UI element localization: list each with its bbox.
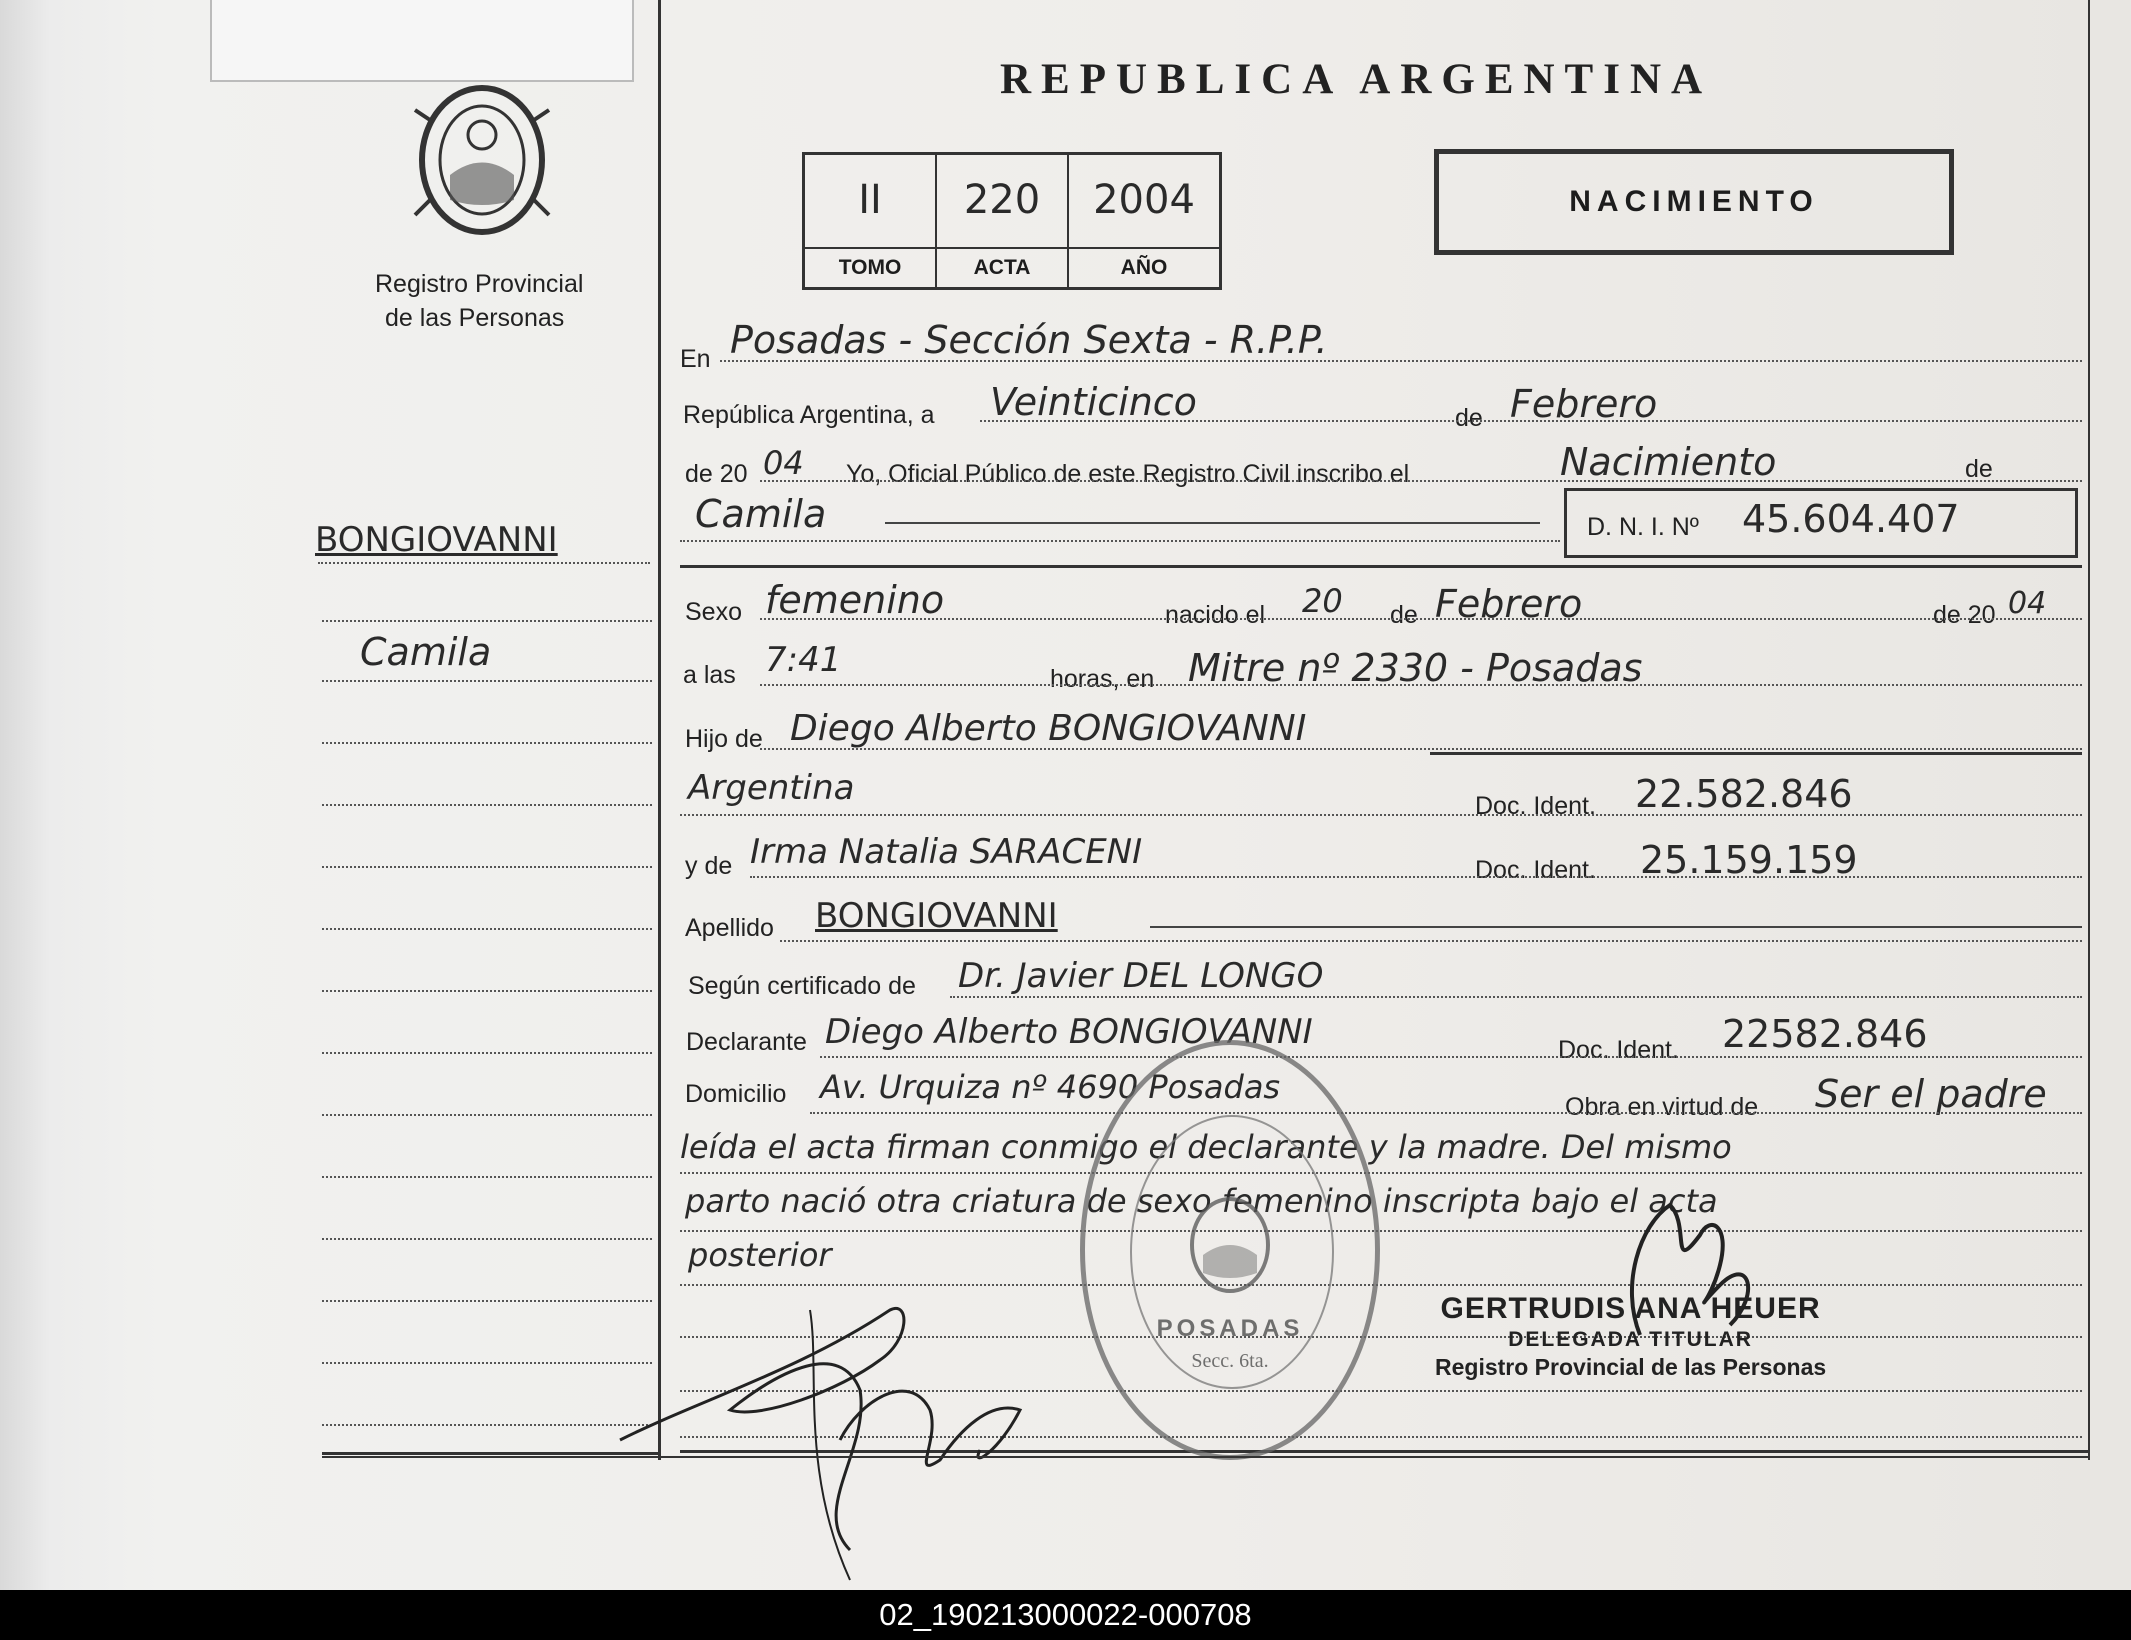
registrar-signature-block (1435, 1292, 1826, 1381)
seal-section: Secc. 6ta. (1191, 1350, 1269, 1372)
label-de20-nac: de 20 (1933, 601, 1996, 629)
value-sexo: femenino (765, 578, 945, 622)
record-number-table (802, 152, 1222, 290)
margin-dotted-line (322, 1176, 652, 1178)
line-obs2 (680, 1230, 2082, 1232)
value-obs1: leída el acta firman conmigo el declarante y la madre. Del mismo (680, 1128, 1732, 1166)
value-nombre: Camila (695, 492, 827, 536)
value-nacionalidad-padre: Argentina (688, 768, 855, 808)
value-doc-padre: 22.582.846 (1635, 772, 1853, 816)
margin-surname: BONGIOVANNI (315, 520, 558, 560)
declarant-signature (610, 1250, 1040, 1590)
tomo-value: II (858, 177, 882, 223)
image-code-caption: 02_190213000022-000708 (0, 1590, 2131, 1640)
column-divider (658, 0, 661, 1460)
margin-dotted-line (322, 1362, 652, 1364)
margin-given-name: Camila (360, 630, 492, 674)
line-segun (950, 996, 2082, 998)
official-seal-stamp (1080, 1040, 1380, 1460)
value-anio-suffix: 04 (763, 444, 804, 482)
label-apellido: Apellido (685, 914, 774, 942)
line-hijo-de (760, 748, 2082, 750)
value-lugar-nac: Mitre nº 2330 - Posadas (1188, 646, 1643, 690)
line-nacionalidad (680, 814, 2082, 816)
margin-dotted-line (322, 1052, 652, 1054)
margin-dotted-line (322, 742, 652, 744)
tomo-cell (805, 155, 937, 287)
registry-name-line1: Registro Provincial (375, 270, 584, 298)
label-doc-madre: Doc. Ident. (1475, 856, 1596, 884)
line-hijo-de-solid (1430, 752, 2082, 755)
margin-dotted-line (322, 680, 652, 682)
section-rule (680, 565, 2082, 568)
line-de20 (760, 480, 2082, 482)
value-apellido: BONGIOVANNI (815, 896, 1058, 936)
registry-name-line2: de las Personas (385, 304, 565, 332)
margin-dotted-line (322, 1114, 652, 1116)
value-padre: Diego Alberto BONGIOVANNI (790, 708, 1307, 749)
line-declarante (820, 1056, 2082, 1058)
label-declarante: Declarante (686, 1028, 807, 1056)
label-republica: República Argentina, a (683, 401, 935, 429)
line-en (720, 360, 2082, 362)
country-title: REPUBLICA ARGENTINA (1000, 56, 1713, 103)
value-mes-nac: Febrero (1435, 582, 1583, 626)
value-doc-declarante: 22582.846 (1722, 1012, 1928, 1056)
value-certificado: Dr. Javier DEL LONGO (958, 956, 1324, 996)
value-doc-madre: 25.159.159 (1640, 838, 1858, 882)
value-dia-texto: Veinticinco (990, 380, 1197, 424)
tomo-label: TOMO (805, 247, 935, 287)
value-dni: 45.604.407 (1742, 497, 1960, 541)
line-republica (980, 420, 2082, 422)
acta-cell (937, 155, 1069, 287)
line-apellido-dotted (780, 940, 2082, 942)
label-de: de (1455, 404, 1483, 432)
value-anio-nac-suffix: 04 (2008, 586, 2047, 621)
anio-label: AÑO (1069, 247, 1219, 287)
line-nombre-dotted (680, 540, 1560, 542)
margin-bottom-rule (322, 1452, 658, 1455)
label-obra: Obra en virtud de (1565, 1093, 1759, 1121)
page-bottom-rule (322, 1456, 2088, 1458)
record-type-box: NACIMIENTO (1434, 149, 1954, 255)
margin-dotted-line (322, 620, 652, 622)
label-en: En (680, 345, 711, 373)
value-madre: Irma Natalia SARACENI (750, 832, 1143, 872)
seal-city: POSADAS (1156, 1315, 1304, 1342)
line-apellido (1150, 926, 2082, 928)
provincial-crest-icon (410, 80, 555, 240)
label-doc-padre: Doc. Ident. (1475, 792, 1596, 820)
label-dni: D. N. I. Nº (1587, 513, 1699, 541)
value-lugar: Posadas - Sección Sexta - R.P.P. (730, 318, 1328, 362)
value-domicilio: Av. Urquiza nº 4690 Posadas (820, 1068, 1281, 1106)
value-dia-nac: 20 (1302, 582, 1343, 620)
registrar-name: GERTRUDIS ANA HEUER (1440, 1292, 1821, 1325)
line-sexo (760, 618, 2082, 620)
margin-dotted-line (322, 804, 652, 806)
margin-dotted-line (322, 1424, 652, 1426)
label-de-mes-nac: de (1390, 601, 1418, 629)
margin-dotted-line (322, 928, 652, 930)
label-de-acto: de (1965, 455, 1993, 483)
margin-dotted-line (318, 562, 650, 564)
value-obs2: parto nació otra criatura de sexo femenino inscripta bajo el acta (685, 1182, 1718, 1220)
label-segun: Según certificado de (688, 972, 916, 1000)
acta-label: ACTA (937, 247, 1067, 287)
dni-box (1564, 488, 2078, 558)
label-horas-en: horas, en (1050, 665, 1155, 693)
value-hora: 7:41 (765, 640, 842, 680)
label-domicilio: Domicilio (685, 1080, 787, 1108)
label-doc-declarante: Doc. Ident. (1558, 1036, 1679, 1064)
value-obs3: posterior (688, 1236, 832, 1274)
anio-value: 2004 (1093, 177, 1195, 223)
right-border (2088, 0, 2090, 1460)
label-a-las: a las (683, 661, 736, 689)
label-hijo-de: Hijo de (685, 725, 763, 753)
registrar-role: DELEGADA TITULAR (1508, 1328, 1753, 1351)
margin-dotted-line (322, 1300, 652, 1302)
line-y-de (750, 876, 2082, 878)
line-domicilio (810, 1112, 2082, 1114)
line-a-las (760, 684, 2082, 686)
margin-dotted-line (322, 866, 652, 868)
label-y-de: y de (685, 852, 733, 880)
registrar-office: Registro Provincial de las Personas (1435, 1354, 1827, 1380)
anio-cell (1069, 155, 1219, 287)
label-yo-oficial: Yo, Oficial Público de este Registro Civil inscribo el (846, 460, 1410, 488)
label-nacido-el: nacido el (1165, 601, 1266, 629)
line-nombre (885, 522, 1540, 524)
tape-fragment (210, 0, 634, 82)
margin-dotted-line (322, 990, 652, 992)
value-acto: Nacimiento (1560, 440, 1777, 484)
value-declarante: Diego Alberto BONGIOVANNI (825, 1012, 1313, 1052)
label-sexo: Sexo (685, 598, 742, 626)
margin-dotted-line (322, 1238, 652, 1240)
value-obra: Ser el padre (1815, 1072, 2047, 1116)
value-mes: Febrero (1510, 382, 1658, 426)
seal-crest-icon (1185, 1195, 1275, 1295)
line-obs1 (680, 1172, 2082, 1174)
acta-value: 220 (963, 177, 1041, 223)
label-de20: de 20 (685, 460, 748, 488)
